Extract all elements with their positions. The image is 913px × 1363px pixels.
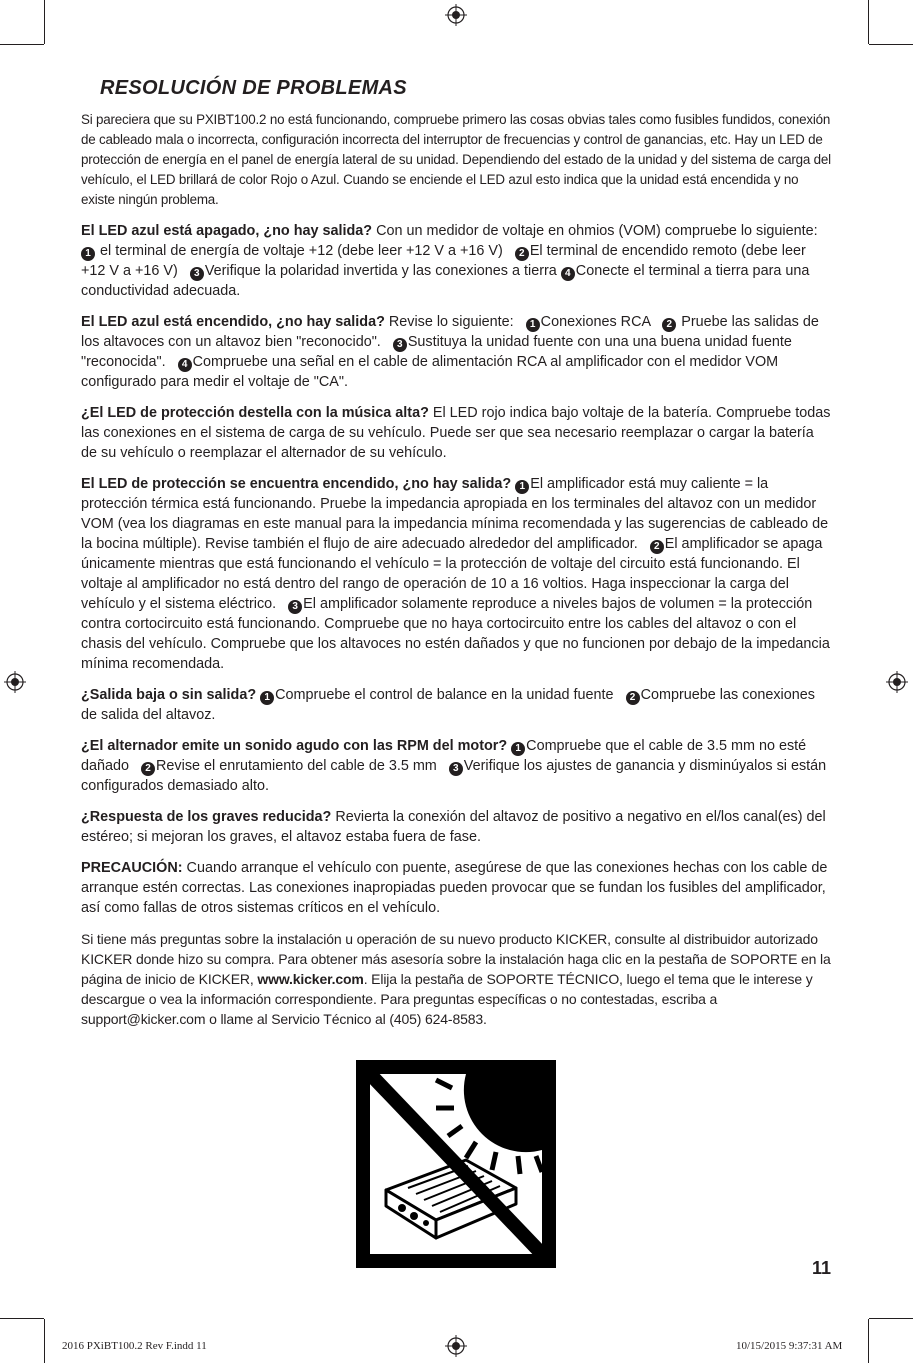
contact-paragraph: Si tiene más preguntas sobre la instalación u operación de su nuevo producto KICKER, consulte al distribuidor autorizado KICKER donde hizo su compra. Para obtener más asesoría sobre la instalación haga clic en la pestaña de SOPORTE en la página de inicio de KICKER, www.kicker.com. Elija la pestaña de SOPORTE TÉCNICO, luego el tema que le interese y descargue o vea la información correspondiente. Para preguntas específicas o no contestadas, escriba a support@kicker.com o llame al Servicio Técnico al (405) 624-8583. <box>81 931 831 1027</box>
step-number: 2 <box>650 540 664 554</box>
section-heading: ¿Salida baja o sin salida? <box>81 687 257 703</box>
crop-mark <box>868 0 869 44</box>
crop-mark <box>44 0 45 44</box>
crop-mark <box>869 44 913 45</box>
step-number: 2 <box>141 762 155 776</box>
section-protection-flash: ¿El LED de protección destella con la música alta? El LED rojo indica bajo voltaje de la batería. Compruebe todas las conexiones en el sistema de carga de su vehículo. Puede ser que sea necesario reemplazar o cargar la batería de su vehículo o reemplazar el alternador de su vehículo. <box>81 405 831 461</box>
step-number: 4 <box>561 267 575 281</box>
page-title: RESOLUCIÓN DE PROBLEMAS <box>100 77 407 99</box>
crop-mark <box>0 1318 44 1319</box>
step-number: 3 <box>393 338 407 352</box>
step-number: 1 <box>515 480 529 494</box>
registration-mark-icon <box>445 1335 467 1357</box>
section-heading: El LED azul está encendido, ¿no hay salida? <box>81 314 385 330</box>
section-protection-on: El LED de protección se encuentra encendido, ¿no hay salida? 1 El amplificador está muy caliente = la protección térmica está funcionando. Pruebe la impedancia apropiada en los terminales del altavoz con un medidor VOM (vea los diagramas en este manual para la impedancia mínima recomendada y las sugerencias de cableado de la bocina múltiple). Revise también el flujo de aire adecuado alrededor del amplificador. 2 El amplificador se apaga únicamente mientras que está funcionando el vehículo = la protección de voltaje del circuito está funcionando. El voltaje al amplificador no está dentro del rango de operación de 10 a 16 voltios. Haga inspeccionar la carga del vehículo y el sistema eléctrico. 3 El amplificador solamente reproduce a niveles bajos de volumen = la protección contra cortocircuito está funcionando. Compruebe que no haya cortocircuito entre los cables del altavoz o con el chasis del vehículo. Compruebe que los altavoces no estén dañados y que no funcionen por debajo de la impedancia mínima recomendada. <box>81 476 830 672</box>
section-caution: PRECAUCIÓN: Cuando arranque el vehículo con puente, asegúrese de que las conexiones hechas con los cable de arranque estén correctas. Las conexiones inapropiadas pueden provocar que se fundan los fusibles del amplificador, así como fallas de otros sistemas críticos en el vehículo. <box>81 860 828 916</box>
section-reduced-bass: ¿Respuesta de los graves reducida? Revierta la conexión del altavoz de positivo a negativo en el/los canal(es) del estéreo; si mejoran los graves, el altavoz estaba fuera de fase. <box>81 809 826 845</box>
crop-mark <box>44 1319 45 1363</box>
crop-mark <box>868 1319 869 1363</box>
no-sun-exposure-icon <box>356 1060 556 1268</box>
step-number: 1 <box>81 247 95 261</box>
step-number: 2 <box>515 247 529 261</box>
step-number: 3 <box>190 267 204 281</box>
section-heading: ¿Respuesta de los graves reducida? <box>81 809 332 825</box>
caution-heading: PRECAUCIÓN: <box>81 860 183 876</box>
kicker-website-link[interactable]: www.kicker.com <box>257 971 364 987</box>
slug-timestamp: 10/15/2015 9:37:31 AM <box>736 1340 843 1352</box>
step-number: 3 <box>449 762 463 776</box>
section-blue-led-off: El LED azul está apagado, ¿no hay salida? Con un medidor de voltaje en ohmios (VOM) compruebe lo siguiente: 1 el terminal de energía de voltaje +12 (debe leer +12 V a +16 V) 2 El terminal de encendido remoto (debe leer +12 V a +16 V) 3 Verifique la polaridad invertida y las conexiones a tierra 4 Conecte el terminal a tierra para una conductividad adecuada. <box>81 223 818 299</box>
intro-paragraph: Si pareciera que su PXIBT100.2 no está funcionando, compruebe primero las cosas obvias tales como fusibles fundidos, conexión de cableado mala o incorrecta, configuración incorrecta del interruptor de frecuencias y control de ganancias, etc. Hay un LED de protección de energía en el panel de energía lateral de su unidad. Dependiendo del estado de la unidad y del sistema de carga del vehículo, el LED brillará de color Rojo o Azul. Cuando se enciende el LED azul esto indica que la unidad está encendida y no existe ningún problema. <box>81 112 831 207</box>
page-number: 11 <box>811 1258 831 1278</box>
step-number: 3 <box>288 600 302 614</box>
step-number: 4 <box>178 358 192 372</box>
step-number: 1 <box>511 742 525 756</box>
crop-mark <box>869 1318 913 1319</box>
step-number: 2 <box>626 691 640 705</box>
section-heading: ¿El LED de protección destella con la música alta? <box>81 405 429 421</box>
section-heading: ¿El alternador emite un sonido agudo con las RPM del motor? <box>81 738 508 754</box>
registration-mark-icon <box>886 671 908 693</box>
section-alternator-whine: ¿El alternador emite un sonido agudo con las RPM del motor? 1 Compruebe que el cable de 3.5 mm no esté dañado 2 Revise el enrutamiento del cable de 3.5 mm 3 Verifique los ajustes de ganancia y disminúyalos si están configurados demasiado alto. <box>81 738 827 794</box>
step-number: 1 <box>260 691 274 705</box>
registration-mark-icon <box>445 4 467 26</box>
troubleshooting-content <box>81 110 831 1040</box>
section-low-output: ¿Salida baja o sin salida? 1 Compruebe el control de balance en la unidad fuente 2 Compruebe las conexiones de salida del altavoz. <box>81 687 815 723</box>
slug-filename: 2016 PXiBT100.2 Rev F.indd 11 <box>62 1340 207 1352</box>
section-heading: El LED azul está apagado, ¿no hay salida? <box>81 223 373 239</box>
registration-mark-icon <box>4 671 26 693</box>
step-number: 2 <box>662 318 676 332</box>
crop-mark <box>0 44 44 45</box>
section-heading: El LED de protección se encuentra encendido, ¿no hay salida? <box>81 476 512 492</box>
step-number: 1 <box>526 318 540 332</box>
section-blue-led-on: El LED azul está encendido, ¿no hay salida? Revise lo siguiente: 1 Conexiones RCA 2 Pruebe las salidas de los altavoces con un altavoz bien "reconocido". 3 Sustituya la unidad fuente con una una buena unidad fuente "reconocida". 4 Compruebe una señal en el cable de alimentación RCA al amplificador con el medidor VOM configurado para medir el voltaje de "CA". <box>81 314 819 390</box>
